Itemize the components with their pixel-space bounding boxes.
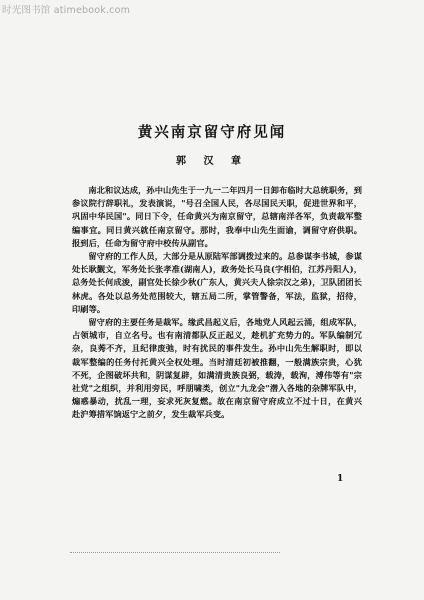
paragraph: 留守府的主要任务是裁军。缘武昌起义后，各地党人风起云涌，组成军队，占领城市，自立名号。也有南清都队反正起义，趁机扩充势力的。军队编制冗杂，良莠不齐，且纪律废弛，时有扰民的事件发生。孙中山先生解职时，即以裁军整编的任务付托黄兴全权处理。当时清廷初被推翻，一般满族宗贵，心犹不死，企图破坏共和，阴谋复辟，如满清贵族良弼，载涛，载洵，溥伟等有"宗社党"之组织，并利用旁民，呼朋啸类，创立"九龙会"潜入各地的杂牌军队中，煽惑暴动，扰乱一理，妄求死灰复燃。故在南京留守府成立不过十日，在黄兴赴沪筹措军饷返宁之前夕，发生裁军兵变。 [72,317,362,420]
scan-artifact [70,552,280,556]
article-author: 郭 汉 章 [176,156,248,167]
article-body [72,184,362,422]
watermark: 时光图书馆 atimebook.com [2,5,131,16]
article-title: 黄兴南京留守府见闻 [137,124,287,141]
paragraph: 南北和议达成，孙中山先生于一九一二年四月一日卸布临时大总统职务，到参议院行辞职礼，发表演说，"号召全国人民，各尽国民天职，促进世界和平，巩固中华民国"。同日下令，任命黄兴为南京留守，总辖南洋各军，负责裁军整编事宜。同日黄兴就任南京留守。那时，我奉中山先生面谕，调留守府供职。报到后，任命为留守府中校传从副官。 [72,185,362,248]
page-number: 1 [337,474,344,484]
paragraph: 留守府的工作人员，大部分是从原陆军部调拨过来的。总参谋李书城，参谋处长耿觐文，军务处长张孝准(湖南人)，政务处长马良(字相伯，江苏丹阳人)，总务处长何成浚，副官处长徐少秋(广东人，黄兴夫人徐宗汉之弟)，卫队团团长林虎。各处以总务处范围较大，辖五局二所，掌管警备，军法，监狱，招待，印刷等。 [72,251,362,314]
